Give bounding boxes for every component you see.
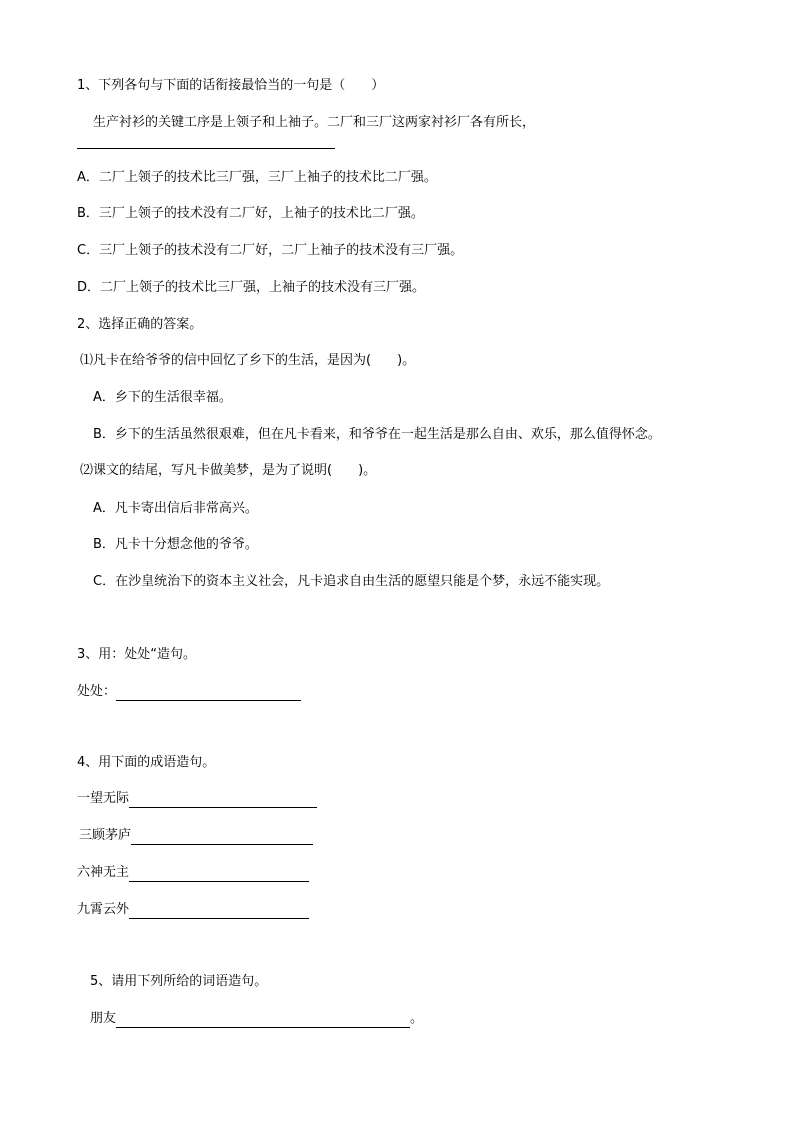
q4-idiom-blank[interactable] (129, 867, 309, 882)
q1-prompt: 1、下列各句与下面的话衔接最恰当的一句是（ ） (77, 78, 385, 93)
q3-answer-blank[interactable] (116, 686, 301, 701)
q2-sub1-option-b[interactable]: B．乡下的生活虽然很艰难，但在凡卡看来，和爷爷在一起生活是那么自由、欢乐，那么值得怀念。 (93, 427, 661, 442)
q5-word: 朋友 (90, 1011, 117, 1026)
q2-sub2-option-c[interactable]: C．在沙皇统治下的资本主义社会，凡卡追求自由生活的愿望只能是个梦，永远不能实现。 (93, 574, 610, 589)
q3-answer-row (77, 683, 301, 701)
q4-idiom-row (77, 790, 317, 808)
q2-sub2-option-b[interactable]: B．凡卡十分想念他的爷爷。 (93, 537, 258, 552)
q4-idiom-blank[interactable] (129, 904, 309, 919)
q2-sub2-option-a[interactable]: A．凡卡寄出信后非常高兴。 (93, 501, 258, 516)
q2-prompt: 2、选择正确的答案。 (77, 317, 203, 332)
q1-option-a[interactable]: A．二厂上领子的技术比三厂强，三厂上袖子的技术比二厂强。 (77, 170, 437, 185)
q5-prompt: 5、请用下列所给的词语造句。 (90, 974, 268, 989)
q4-idiom-row (77, 901, 309, 919)
q4-idiom-label: 六神无主 (77, 865, 130, 880)
q4-idiom-blank[interactable] (131, 830, 313, 845)
q4-idiom-blank[interactable] (129, 793, 317, 808)
q4-idiom-label: 九霄云外 (77, 902, 130, 917)
q2-sub1-stem: ⑴凡卡在给爷爷的信中回忆了乡下的生活，是因为( )。 (80, 353, 416, 368)
q5-answer-row (90, 1010, 423, 1028)
q2-sub1-option-a[interactable]: A．乡下的生活很幸福。 (93, 390, 232, 405)
q1-answer-line[interactable] (77, 148, 335, 149)
q5-answer-blank[interactable] (116, 1013, 410, 1028)
q1-option-b[interactable]: B．三厂上领子的技术没有二厂好，上袖子的技术比二厂强。 (77, 206, 424, 221)
q2-sub2-stem: ⑵课文的结尾，写凡卡做美梦，是为了说明( )。 (80, 463, 377, 478)
q4-idiom-label: 一望无际 (77, 791, 130, 806)
q3-label: 处处： (77, 684, 117, 699)
q5-end-punct: 。 (410, 1011, 424, 1026)
q4-idiom-row (79, 827, 313, 845)
q3-prompt: 3、用：处处“造句。 (77, 647, 197, 662)
q1-passage: 生产衬衫的关键工序是上领子和上袖子。二厂和三厂这两家衬衫厂各有所长， (93, 115, 536, 130)
q1-option-c[interactable]: C．三厂上领子的技术没有二厂好，二厂上袖子的技术没有三厂强。 (77, 243, 464, 258)
q4-idiom-label: 三顾茅庐 (79, 828, 132, 843)
q4-idiom-row (77, 864, 309, 882)
q4-prompt: 4、用下面的成语造句。 (77, 755, 216, 770)
q1-option-d[interactable]: D．二厂上领子的技术比三厂强，上袖子的技术没有三厂强。 (77, 280, 426, 295)
